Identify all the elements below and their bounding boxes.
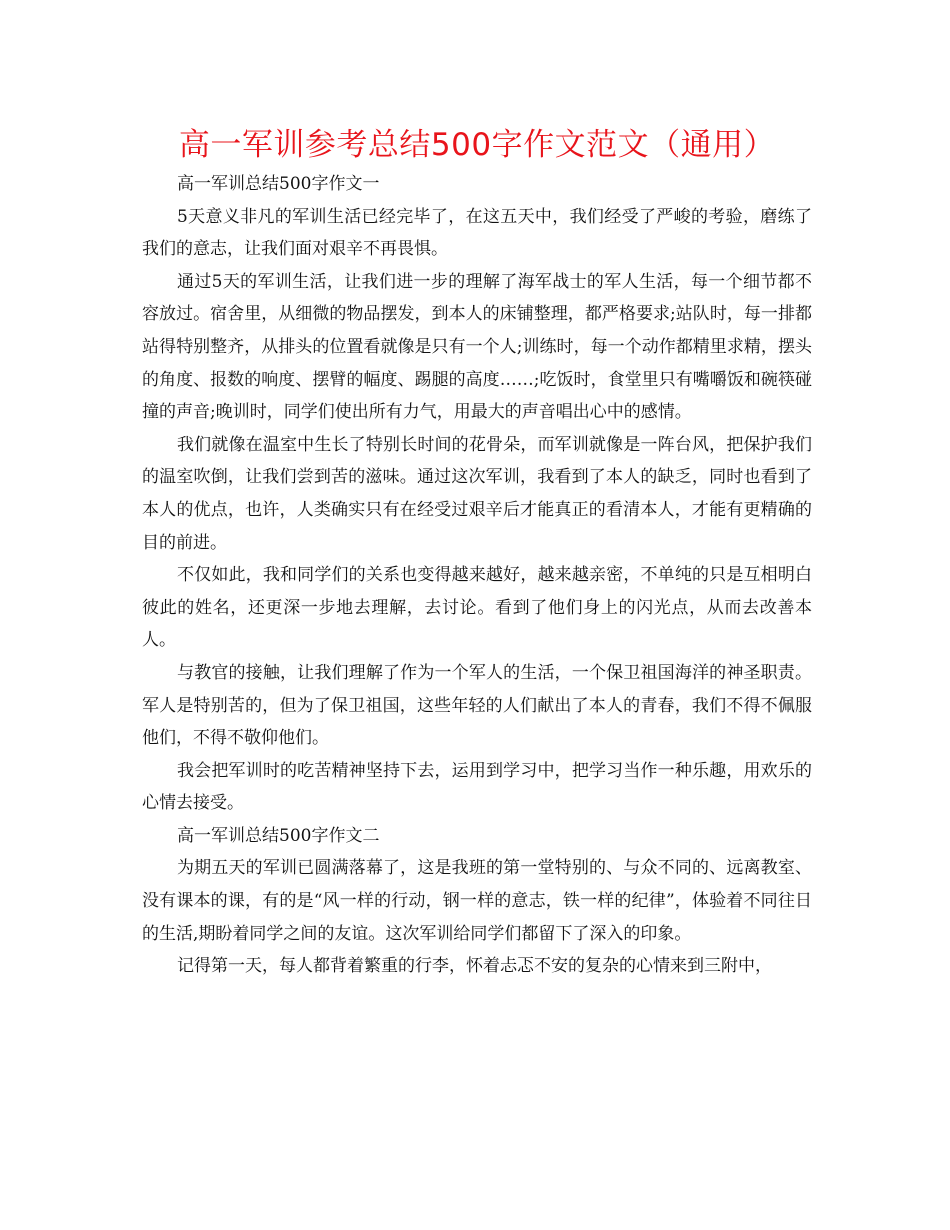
document-title: 高一军训参考总结500字作文范文（通用） [178, 127, 776, 163]
paragraph: 5天意义非凡的军训生活已经完毕了，在这五天中，我们经受了严峻的考验，磨练了我们的意志，让我们面对艰辛不再畏惧。 [142, 206, 812, 260]
paragraph: 我会把军训时的吃苦精神坚持下去，运用到学习中，把学习当作一种乐趣，用欢乐的心情去接受。 [142, 760, 812, 814]
document-body [142, 122, 812, 983]
paragraph: 我们就像在温室中生长了特别长时间的花骨朵，而军训就像是一阵台风，把保护我们的温室吹倒，让我们尝到苦的滋味。通过这次军训，我看到了本人的缺乏，同时也看到了本人的优点，也许，人类确实只有在经受过艰辛后才能真正的看清本人，才能有更精确的目的前进。 [142, 434, 812, 553]
paragraph: 与教官的接触，让我们理解了作为一个军人的生活，一个保卫祖国海洋的神圣职责。军人是特别苦的，但为了保卫祖国，这些年轻的人们献出了本人的青春，我们不得不佩服他们，不得不敬仰他们。 [142, 662, 812, 749]
section-heading-1: 高一军训总结500字作文一 [177, 174, 380, 194]
paragraph: 记得第一天，每人都背着繁重的行李，怀着忐忑不安的复杂的心情来到三附中， [177, 956, 772, 977]
paragraph: 为期五天的军训已圆满落幕了，这是我班的第一堂特别的、与众不同的、远离教室、没有课本的课，有的是“风一样的行动，钢一样的意志，铁一样的纪律”，体验着不同往日的生活,期盼着同学之间的友谊。这次军训给同学们都留下了深入的印象。 [142, 858, 812, 944]
paragraph: 通过5天的军训生活，让我们进一步的理解了海军战士的军人生活，每一个细节都不容放过。宿舍里，从细微的物品摆发，到本人的床铺整理，都严格要求;站队时，每一排都站得特别整齐，从排头的位置看就像是只有一个人;训练时，每一个动作都精里求精，摆头的角度、报数的响度、摆臂的幅度、踢腿的高度……;吃饭时，食堂里只有嘴嚼饭和碗筷碰撞的声音;晚训时，同学们使出所有力气，用最大的声音唱出心中的感情。 [142, 271, 812, 423]
section-heading-2: 高一军训总结500字作文二 [177, 825, 380, 846]
paragraph: 不仅如此，我和同学们的关系也变得越来越好，越来越亲密，不单纯的只是互相明白彼此的姓名，还更深一步地去理解，去讨论。看到了他们身上的闪光点，从而去改善本人。 [142, 565, 812, 651]
